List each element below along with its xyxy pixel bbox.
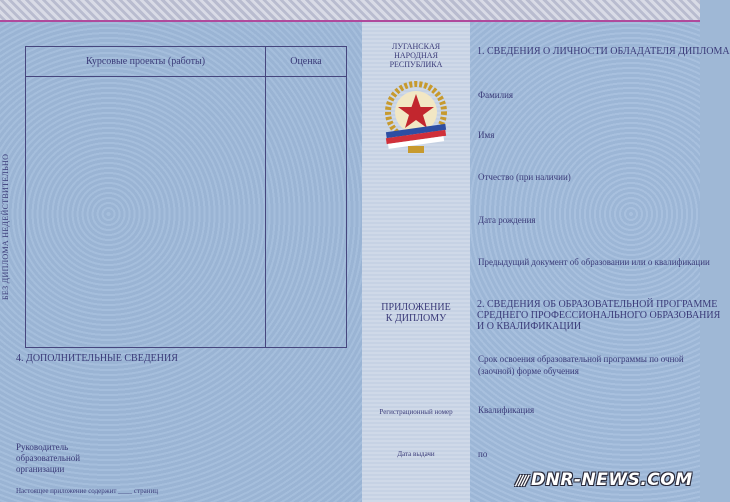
registration-number-label: Регистрационный номер	[379, 408, 453, 416]
surname-label: Фамилия	[478, 90, 514, 100]
top-security-band	[0, 0, 700, 22]
birth-date-label: Дата рождения	[478, 215, 536, 225]
head-label-line2: образовательной	[16, 453, 81, 463]
specialty-label: по	[478, 449, 488, 459]
qualification-label: Квалификация	[478, 405, 535, 415]
table-column-divider	[265, 47, 266, 347]
personal-info-heading: 1. СВЕДЕНИЯ О ЛИЧНОСТИ ОБЛАДАТЕЛЯ ДИПЛОМА	[477, 46, 730, 57]
head-label-line1: Руководитель	[16, 442, 69, 452]
education-program-heading-line1: 2. СВЕДЕНИЯ ОБ ОБРАЗОВАТЕЛЬНОЙ ПРОГРАММЕ	[477, 299, 718, 310]
coursework-table	[25, 46, 347, 348]
first-name-label: Имя	[478, 130, 495, 140]
watermark-text: DNR-NEWS.COM	[531, 470, 693, 490]
grade-column-header: Оценка	[290, 56, 322, 67]
site-watermark	[516, 470, 693, 490]
coat-of-arms-emblem	[378, 78, 454, 158]
appendix-title-line2: К ДИПЛОМУ	[385, 313, 447, 324]
additional-info-heading: 4. ДОПОЛНИТЕЛЬНЫЕ СВЕДЕНИЯ	[16, 353, 178, 364]
study-term-label-line1: Срок освоения образовательной программы по очной	[478, 354, 684, 364]
table-header-divider	[26, 76, 346, 77]
pages-count-note: Настоящее приложение содержит ____ страниц	[16, 487, 158, 495]
study-term-label-line2: (заочной) форме обучения	[478, 366, 579, 376]
issue-date-label: Дата выдачи	[397, 450, 435, 458]
education-program-heading-line2: СРЕДНЕГО ПРОФЕССИОНАЛЬНОГО ОБРАЗОВАНИЯ	[477, 310, 721, 321]
coursework-column-header: Курсовые проекты (работы)	[85, 56, 206, 67]
patronymic-label: Отчество (при наличии)	[478, 172, 571, 182]
head-label-line3: организации	[16, 464, 65, 474]
previous-document-label: Предыдущий документ об образовании или о квалификации	[478, 257, 710, 267]
republic-line1: ЛУГАНСКАЯ	[391, 42, 441, 51]
education-program-heading-line3: И О КВАЛИФИКАЦИИ	[477, 321, 582, 332]
appendix-title-line1: ПРИЛОЖЕНИЕ	[381, 302, 451, 313]
republic-line2: НАРОДНАЯ	[394, 51, 438, 60]
republic-line3: РЕСПУБЛИКА	[389, 60, 443, 69]
watermark-slashes-icon: ////	[516, 474, 527, 489]
vertical-warning-text	[1, 288, 17, 300]
